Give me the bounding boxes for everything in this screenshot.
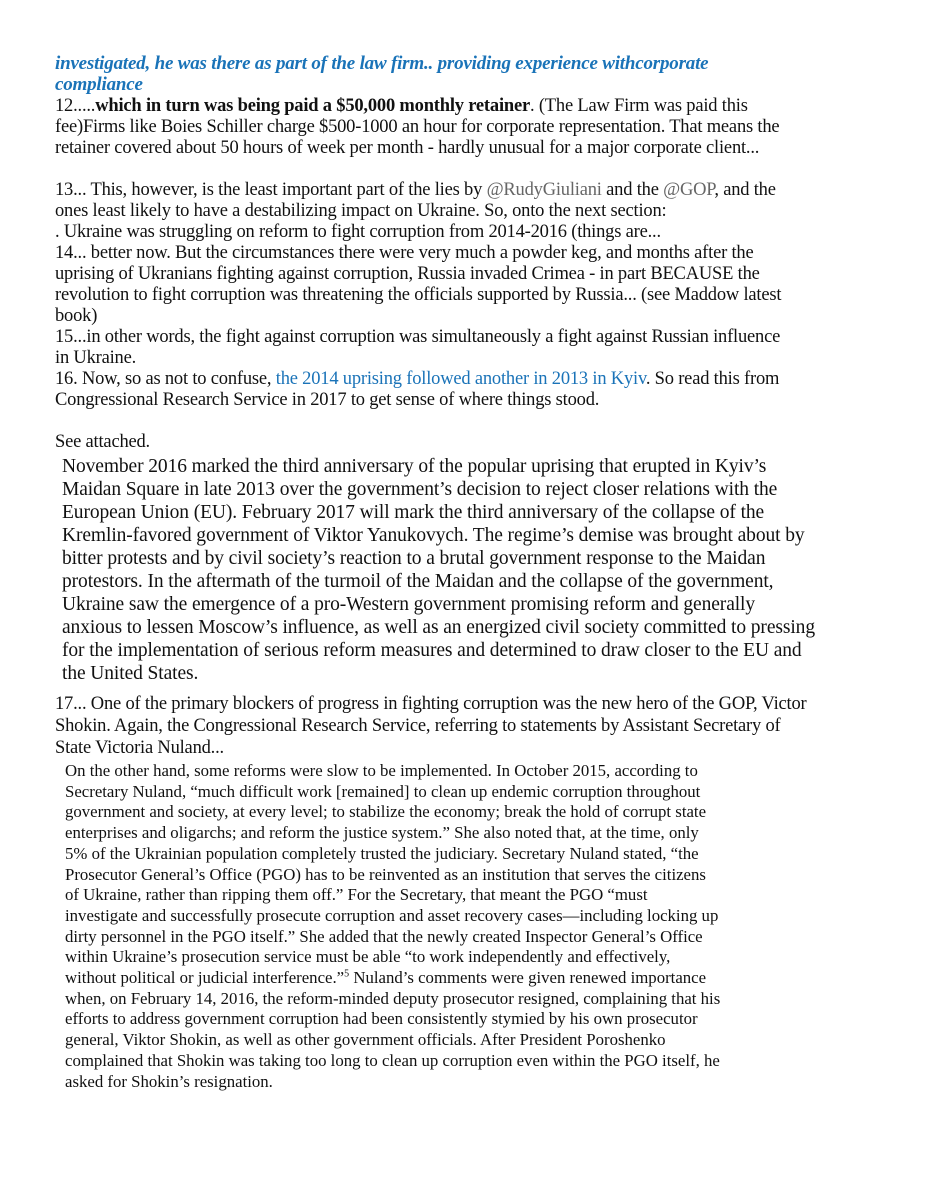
text-segment: 15...in other words, the fight against corruption was simultaneously a fight against Russian influence	[55, 327, 781, 347]
text-segment: Kremlin-favored government of Viktor Yanukovych. The regime’s demise was brought about by	[62, 525, 805, 546]
article-link[interactable]: the 2014 uprising followed another in 2013 in Kyiv	[275, 369, 646, 389]
text-segment: anxious to lessen Moscow’s influence, as well as an energized civil society committed to pressing	[62, 617, 815, 638]
text-segment: for the implementation of serious reform measures and determined to draw closer to the EU and	[62, 640, 802, 661]
text-line	[55, 285, 781, 305]
text-segment: Nuland’s comments were given renewed importance	[349, 968, 707, 987]
text-segment: See attached.	[55, 432, 150, 452]
text-line	[55, 306, 97, 326]
text-line	[65, 1052, 720, 1070]
text-segment: Shokin. Again, the Congressional Research Service, referring to statements by Assistant Secretary of	[55, 716, 781, 736]
text-segment: 14... better now. But the circumstances there were very much a powder keg, and months after the	[55, 243, 754, 263]
text-line	[65, 845, 699, 863]
text-line	[65, 824, 699, 842]
text-line	[55, 201, 666, 221]
text-line	[55, 369, 779, 389]
text-segment: 16. Now, so as not to confuse,	[55, 369, 276, 389]
text-segment: revolution to fight corruption was threatening the officials supported by Russia... (see Maddow latest	[55, 285, 782, 305]
text-segment: general, Viktor Shokin, as well as other government officials. After President Poroshenko	[65, 1030, 666, 1050]
text-line	[65, 1010, 698, 1028]
mention-link[interactable]: @GOP	[663, 180, 715, 200]
text-line	[55, 54, 708, 75]
text-line	[62, 617, 815, 638]
text-line	[65, 886, 648, 904]
text-segment: fee)Firms like Boies Schiller charge $500-1000 an hour for corporate representation. That means the	[55, 117, 780, 137]
text-segment: Prosecutor General’s Office (PGO) has to be reinvented as an institution that serves the citizens	[65, 864, 706, 884]
text-line	[62, 548, 765, 569]
text-line	[62, 663, 198, 684]
text-segment: complained that Shokin was taking too long to clean up corruption even within the PGO itself, he	[65, 1050, 720, 1070]
text-segment: enterprises and oligarchs; and reform the justice system.” She also noted that, at the time, only	[65, 823, 699, 843]
text-segment: , and the	[714, 180, 776, 200]
text-segment: government and society, at every level; to stabilize the economy; break the hold of corrupt state	[65, 802, 707, 822]
text-line	[65, 907, 718, 925]
text-line	[55, 117, 779, 137]
text-segment: uprising of Ukranians fighting against corruption, Russia invaded Crimea - in part BECAUSE the	[55, 264, 760, 284]
text-segment: efforts to address government corruption had been consistently stymied by his own prosecutor	[65, 1009, 698, 1029]
text-segment: and the	[601, 180, 664, 200]
text-line	[65, 1031, 666, 1049]
footnote-ref: 5	[344, 968, 350, 980]
text-line	[62, 502, 764, 523]
text-line	[55, 180, 776, 200]
text-segment: Ukraine saw the emergence of a pro-Western government promising reform and generally	[62, 594, 756, 615]
text-line	[55, 264, 760, 284]
text-line	[65, 762, 698, 780]
text-segment: 13... This, however, is the least important part of the lies by	[55, 180, 487, 200]
text-segment: ones least likely to have a destabilizing impact on Ukraine. So, onto the next section:	[55, 201, 667, 221]
text-segment: without political or judicial interference.”	[65, 968, 345, 987]
text-line	[55, 138, 759, 158]
text-segment: Secretary Nuland, “much difficult work [remained] to clean up endemic corruption throughout	[65, 781, 701, 801]
text-segment: State Victoria Nuland...	[55, 738, 224, 758]
text-line	[55, 694, 807, 714]
text-segment: bitter protests and by civil society’s reaction to a brutal government response to the Maidan	[62, 548, 766, 569]
text-segment: 5% of the Ukrainian population completely trusted the judiciary. Secretary Nuland stated, “the	[65, 843, 699, 863]
text-segment: 17... One of the primary blockers of progress in fighting corruption was the new hero of the GOP, Victor	[55, 694, 807, 714]
text-line	[55, 96, 748, 116]
text-line	[55, 75, 143, 96]
text-line	[62, 571, 773, 592]
text-segment: Congressional Research Service in 2017 to get sense of where things stood.	[55, 390, 600, 410]
text-line	[55, 738, 224, 758]
text-segment: investigated, he was there as part of the law firm.. providing experience withcorporate	[55, 53, 709, 74]
text-segment: of Ukraine, rather than ripping them off.” For the Secretary, that meant the PGO “must	[65, 885, 648, 905]
text-segment: . (The Law Firm was paid this	[530, 96, 748, 116]
text-segment: when, on February 14, 2016, the reform-minded deputy prosecutor resigned, complaining that his	[65, 988, 721, 1008]
text-segment: within Ukraine’s prosecution service must be able “to work independently and effectively,	[65, 947, 671, 967]
text-segment: protestors. In the aftermath of the turmoil of the Maidan and the collapse of the government,	[62, 571, 774, 592]
bold-text: which in turn was being paid a $50,000 monthly retainer	[95, 96, 530, 116]
text-line	[62, 640, 802, 661]
text-segment: book)	[55, 306, 98, 326]
text-line	[65, 948, 670, 966]
text-line	[65, 803, 706, 821]
text-line	[62, 594, 755, 615]
text-line	[65, 1073, 273, 1091]
text-line	[55, 222, 661, 242]
text-line	[55, 716, 780, 736]
text-segment: Maidan Square in late 2013 over the government’s decision to reject closer relations with the	[62, 479, 778, 500]
text-segment: in Ukraine.	[55, 348, 137, 368]
text-segment: retainer covered about 50 hours of week per month - hardly unusual for a major corporate client...	[55, 138, 760, 158]
text-segment: asked for Shokin’s resignation.	[65, 1071, 273, 1091]
text-segment: European Union (EU). February 2017 will mark the third anniversary of the collapse of the	[62, 502, 765, 523]
text-line	[65, 928, 703, 946]
text-line	[55, 390, 599, 410]
text-line	[65, 866, 706, 884]
text-line	[62, 525, 805, 546]
text-segment: On the other hand, some reforms were slow to be implemented. In October 2015, according to	[65, 761, 698, 780]
text-line	[55, 432, 150, 452]
text-line	[62, 479, 777, 500]
text-line	[55, 348, 136, 368]
text-segment: 12.....	[55, 96, 96, 116]
text-segment: . Ukraine was struggling on reform to fight corruption from 2014-2016 (things are...	[55, 222, 661, 242]
text-line	[55, 243, 753, 263]
text-segment: investigate and successfully prosecute corruption and asset recovery cases—including locking up	[65, 905, 719, 925]
text-segment: dirty personnel in the PGO itself.” She added that the newly created Inspector General’s Office	[65, 926, 703, 946]
text-segment: November 2016 marked the third anniversary of the popular uprising that erupted in Kyiv’s	[62, 456, 767, 477]
text-segment: the United States.	[62, 663, 199, 684]
text-line	[62, 456, 766, 477]
text-segment: compliance	[55, 74, 143, 95]
text-line	[65, 990, 720, 1008]
text-line	[65, 969, 706, 987]
text-segment: . So read this from	[645, 369, 780, 389]
text-line	[65, 783, 700, 801]
mention-link[interactable]: @RudyGiuliani	[486, 180, 602, 200]
text-line	[55, 327, 780, 347]
